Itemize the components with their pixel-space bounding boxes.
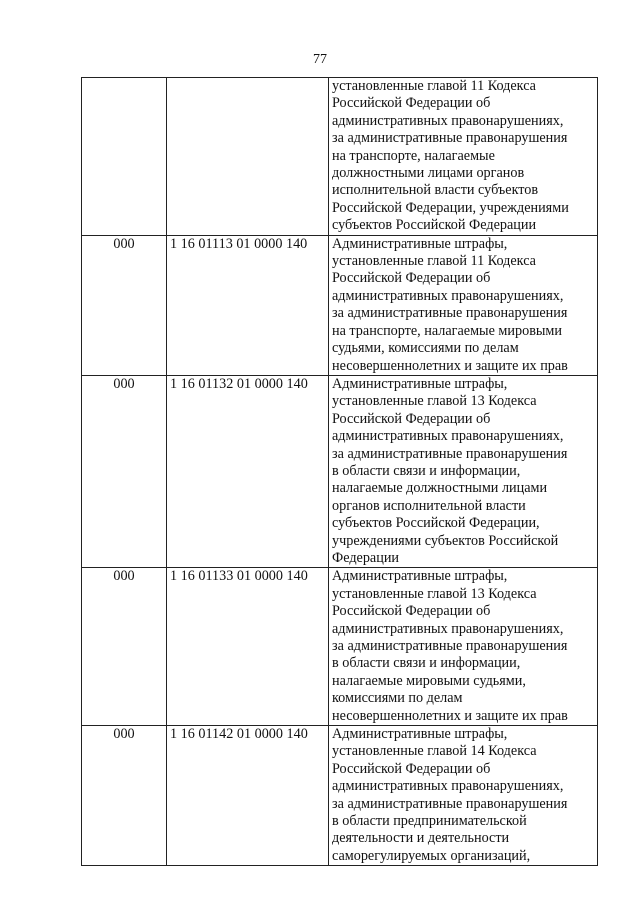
income-name-line: установленные главой 11 Кодекса <box>332 253 536 270</box>
admin-code-cell: 000 <box>82 568 167 726</box>
income-name-line: за административные правонарушения <box>332 795 568 812</box>
income-name-line: несовершеннолетних и защите их прав <box>332 357 568 374</box>
admin-code-cell: 000 <box>82 235 167 375</box>
income-name-line: исполнительной власти субъектов <box>332 182 539 199</box>
page-number: 77 <box>313 52 327 67</box>
income-name-line: установленные главой 13 Кодекса <box>332 585 537 602</box>
income-name-cell <box>329 375 598 567</box>
table-row <box>82 568 598 726</box>
income-name-line: органов исполнительной власти <box>332 497 526 514</box>
budget-code-cell: 1 16 01113 01 0000 140 <box>167 235 329 375</box>
budget-code-cell: 1 16 01142 01 0000 140 <box>167 726 329 866</box>
budget-code-cell <box>167 78 329 236</box>
income-name-line: Российской Федерации об <box>332 603 491 620</box>
income-name-line: Административные штрафы, <box>332 375 508 392</box>
income-name-line: установленные главой 11 Кодекса <box>332 78 536 94</box>
income-name-line: должностными лицами органов <box>332 165 525 182</box>
income-name-cell <box>329 568 598 726</box>
income-name-line: за административные правонарушения <box>332 130 568 147</box>
income-name-line: комиссиями по делам <box>332 690 463 707</box>
income-name-line: субъектов Российской Федерации <box>332 217 537 234</box>
income-name-line: саморегулируемых организаций, <box>332 847 531 864</box>
income-name-line: Российской Федерации об <box>332 270 491 287</box>
income-name-line: административных правонарушениях, <box>332 778 564 795</box>
income-name-line: деятельности и деятельности <box>332 830 510 847</box>
income-name-cell <box>329 235 598 375</box>
income-name-line: несовершеннолетних и защите их прав <box>332 707 568 724</box>
income-name-line: Административные штрафы, <box>332 235 508 252</box>
budget-code-cell: 1 16 01133 01 0000 140 <box>167 568 329 726</box>
income-name-line: административных правонарушениях, <box>332 112 564 129</box>
table-row <box>82 78 598 236</box>
table-row <box>82 235 598 375</box>
income-name-line: в области предпринимательской <box>332 813 527 830</box>
income-name-cell <box>329 78 598 236</box>
income-name-line: Административные штрафы, <box>332 726 508 743</box>
admin-code-cell: 000 <box>82 726 167 866</box>
income-name-line: на транспорте, налагаемые <box>332 147 495 164</box>
budget-codes-table <box>81 77 598 866</box>
budget-code-cell: 1 16 01132 01 0000 140 <box>167 375 329 567</box>
income-name-line: за административные правонарушения <box>332 445 568 462</box>
admin-code-cell: 000 <box>82 375 167 567</box>
table-row <box>82 375 598 567</box>
income-name-line: учреждениями субъектов Российской <box>332 532 559 549</box>
income-name-line: налагаемые должностными лицами <box>332 480 548 497</box>
income-name-line: административных правонарушениях, <box>332 620 564 637</box>
income-name-line: Российской Федерации об <box>332 95 491 112</box>
income-name-line: на транспорте, налагаемые мировыми <box>332 322 562 339</box>
income-name-line: Российской Федерации об <box>332 410 491 427</box>
admin-code-cell <box>82 78 167 236</box>
income-name-line: за административные правонарушения <box>332 305 568 322</box>
income-name-line: Федерации <box>332 549 400 566</box>
income-name-line: налагаемые мировыми судьями, <box>332 672 526 689</box>
income-name-line: за административные правонарушения <box>332 638 568 654</box>
income-name-line: установленные главой 13 Кодекса <box>332 393 537 410</box>
table-body <box>82 78 598 866</box>
income-name-line: Российской Федерации, учреждениями <box>332 199 569 216</box>
income-name-cell <box>329 726 598 866</box>
income-name-line: административных правонарушениях, <box>332 287 564 304</box>
income-name-line: установленные главой 14 Кодекса <box>332 743 537 760</box>
income-name-line: Российской Федерации об <box>332 760 491 777</box>
table-row <box>82 726 598 866</box>
income-name-line: судьями, комиссиями по делам <box>332 340 519 357</box>
income-name-line: административных правонарушениях, <box>332 428 564 445</box>
income-name-line: Административные штрафы, <box>332 568 508 585</box>
income-name-line: в области связи и информации, <box>332 462 521 479</box>
income-name-line: субъектов Российской Федерации, <box>332 515 540 532</box>
income-name-line: в области связи и информации, <box>332 655 521 672</box>
